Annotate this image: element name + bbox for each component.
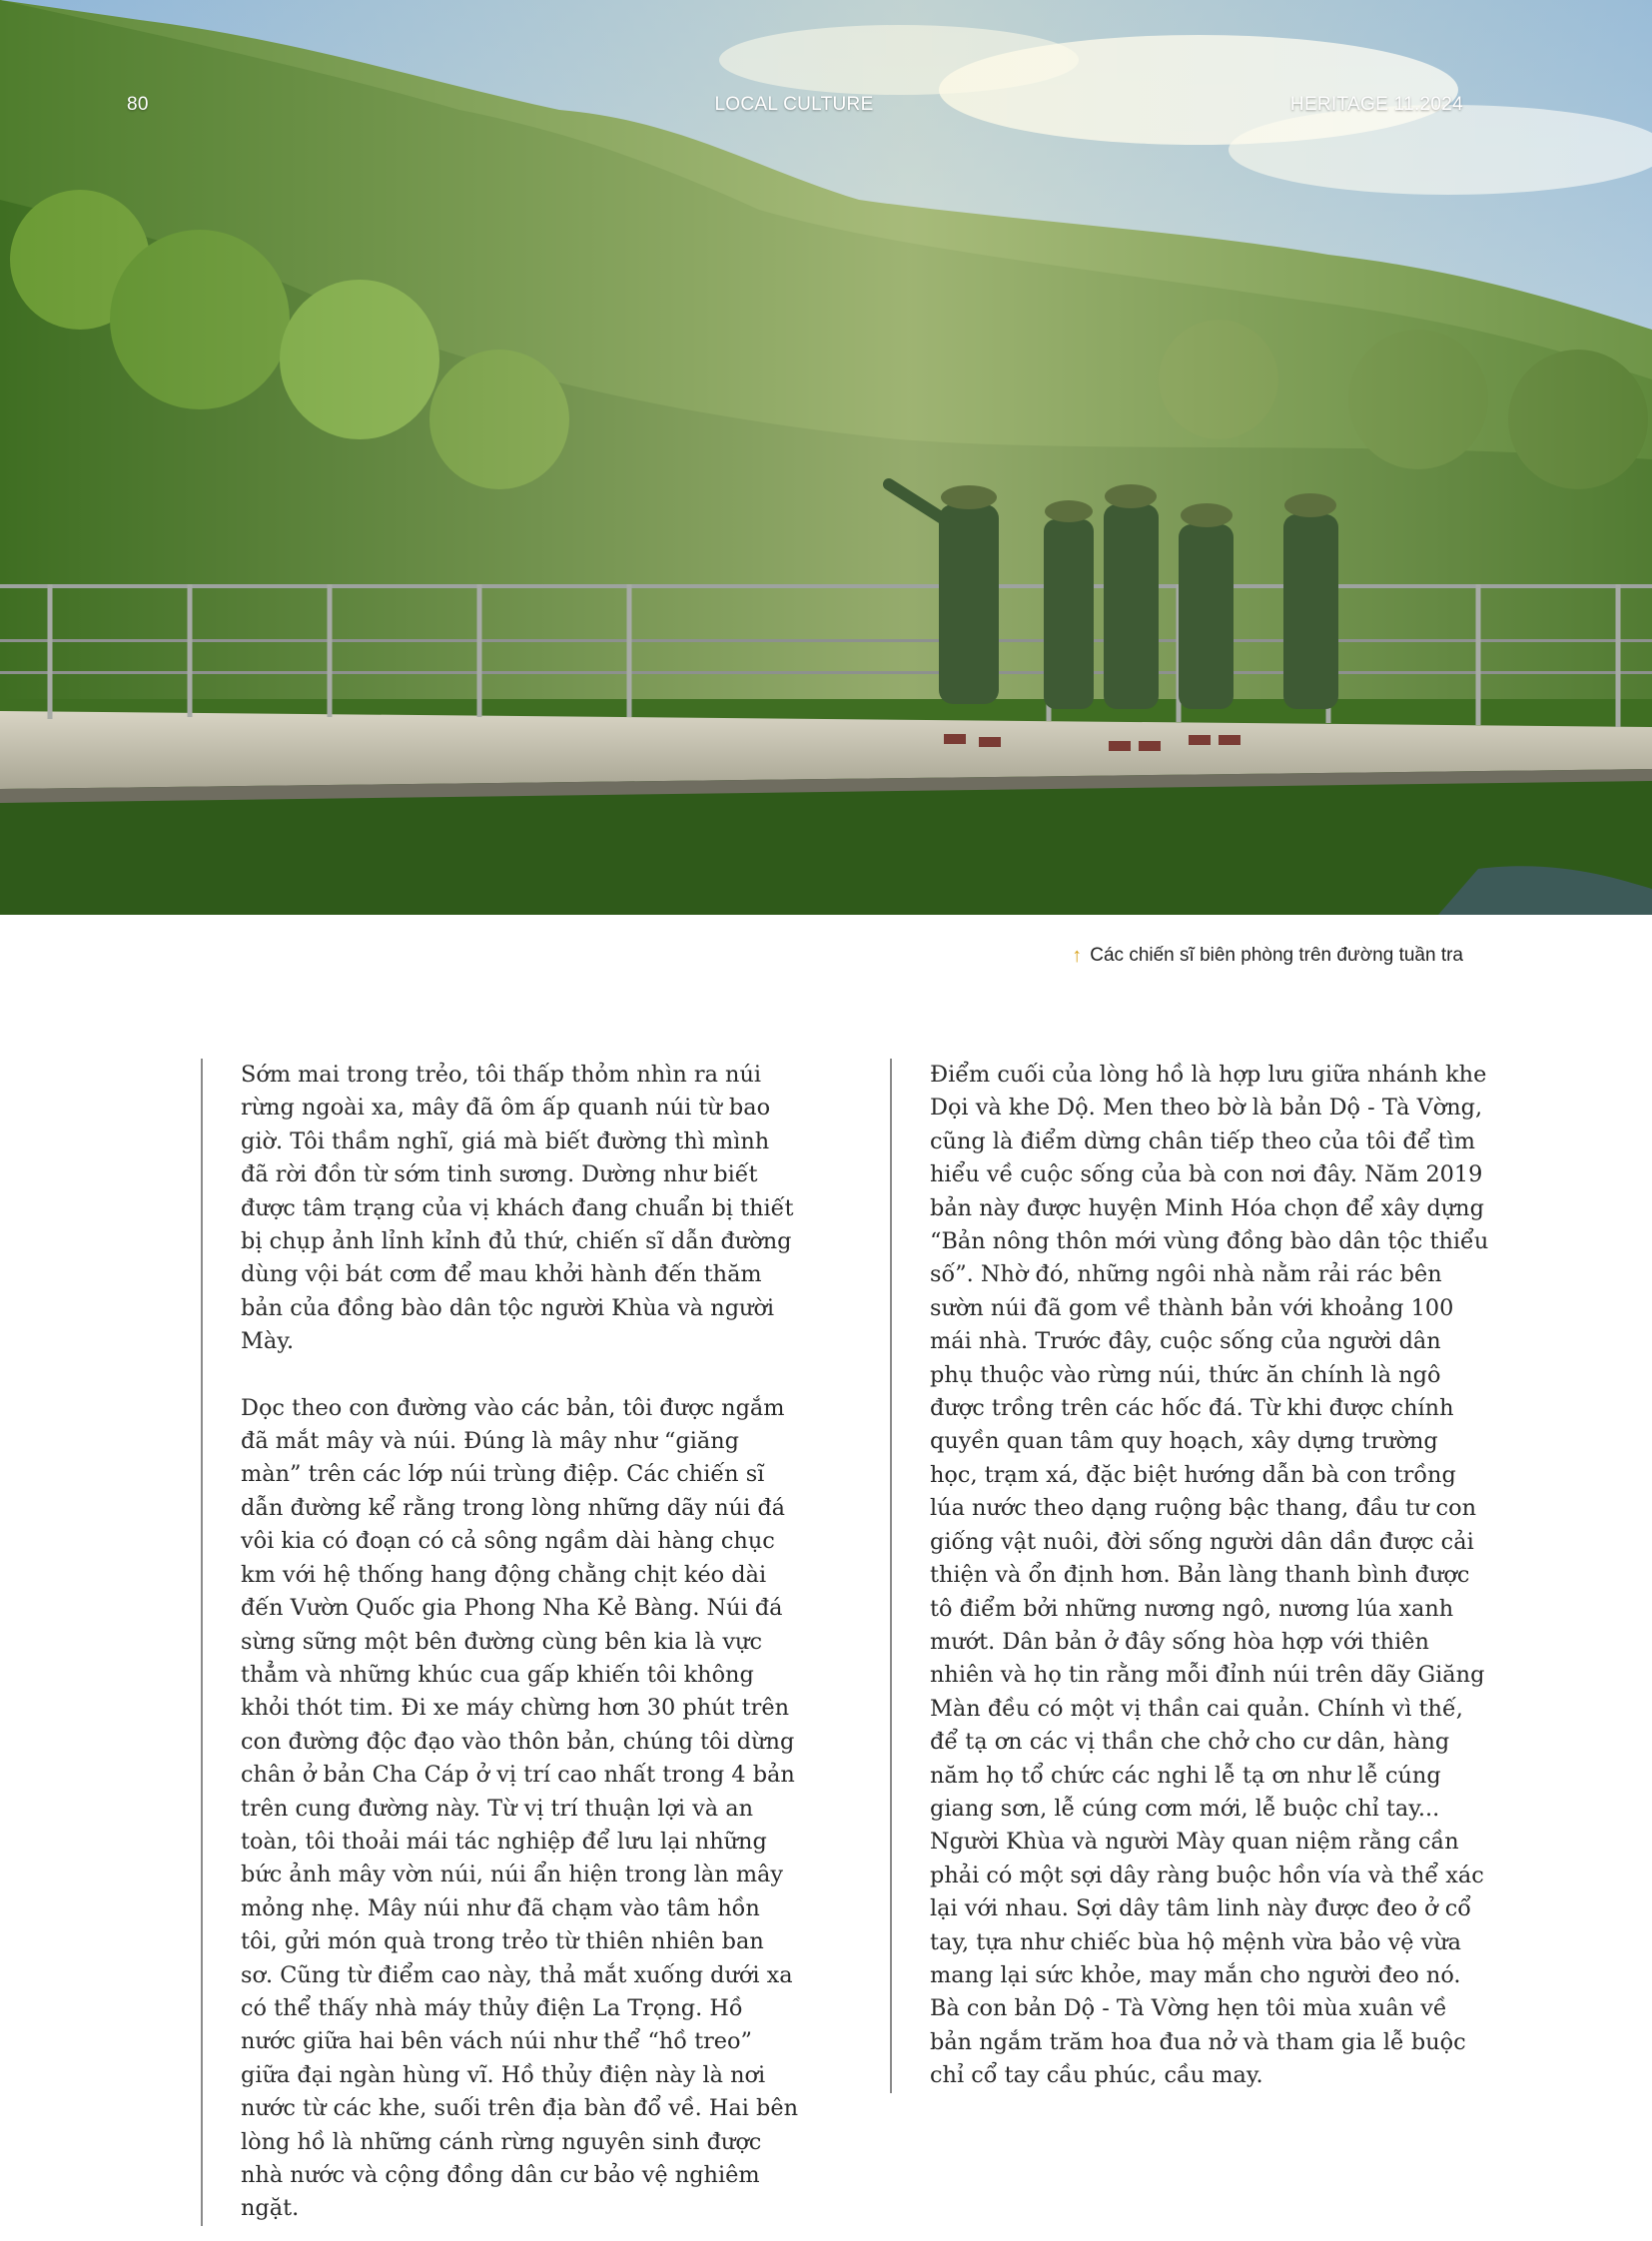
article-column-left xyxy=(201,1059,800,2226)
page-number: 80 xyxy=(127,94,149,115)
page-header xyxy=(0,94,1652,124)
arrow-up-icon: ↑ xyxy=(1072,945,1083,967)
article-column-right xyxy=(890,1059,1489,2093)
caption-text: Các chiến sĩ biên phòng trên đường tuần tra xyxy=(1090,945,1463,966)
border-guards-bridge-illustration xyxy=(0,0,1652,915)
paragraph: Dọc theo con đường vào các bản, tôi được ngắm đã mắt mây và núi. Đúng là mây như “giăng màn” trên các lớp núi trùng điệp. Các chiến sĩ dẫn đường kể rằng trong lòng những dãy núi đá vôi kia có đoạn có cả sông ngầm dài hàng chục km với hệ thống hang động chằng chịt kéo dài đến Vườn Quốc gia Phong Nha Kẻ Bàng. Núi đá sừng sững một bên đường cùng bên kia là vực thẳm và những khúc cua gấp khiến tôi không khỏi thót tim. Đi xe máy chừng hơn 30 phút trên con đường độc đạo vào thôn bản, chúng tôi dừng chân ở bản Cha Cáp ở vị trí cao nhất trong 4 bản trên cung đường này. Từ vị trí thuận lợi và an toàn, tôi thoải mái tác nghiệp để lưu lại những bức ảnh mây vờn núi, núi ẩn hiện trong làn mây mỏng nhẹ. Mây núi như đã chạm vào tâm hồn tôi, gửi món quà trong trẻo từ thiên nhiên ban sơ. Cũng từ điểm cao này, thả mắt xuống dưới xa có thể thấy nhà máy thủy điện La Trọng. Hồ nước giữa hai bên vách núi như thể “hồ treo” giữa đại ngàn hùng vĩ. Hồ thủy điện này là nơi nước từ các khe, suối trên địa bàn đổ về. Hai bên lòng hồ là những cánh rừng nguyên sinh được nhà nước và cộng đồng dân cư bảo vệ nghiêm ngặt. xyxy=(241,1394,799,2222)
issue-label: HERITAGE 11.2024 xyxy=(1289,94,1463,115)
paragraph: Sớm mai trong trẻo, tôi thấp thỏm nhìn ra núi rừng ngoài xa, mây đã ôm ấp quanh núi từ bao giờ. Tôi thầm nghĩ, giá mà biết đường thì mình đã rời đồn từ sớm tinh sương. Dường như biết được tâm trạng của vị khách đang chuẩn bị thiết bị chụp ảnh lỉnh kỉnh đủ thứ, chiến sĩ dẫn đường dùng vội bát cơm để mau khởi hành đến thăm bản của đồng bào dân tộc người Khùa và người Mày. xyxy=(241,1062,794,1355)
paragraph: Điểm cuối của lòng hồ là hợp lưu giữa nhánh khe Dọi và khe Dộ. Men theo bờ là bản Dộ - Tà Vờng, cũng là điểm dừng chân tiếp theo của tôi để tìm hiểu về cuộc sống của bà con nơi đây. Năm 2019 bản này được huyện Minh Hóa chọn để xây dựng “Bản nông thôn mới vùng đồng bào dân tộc thiểu số”. Nhờ đó, những ngôi nhà nằm rải rác bên sườn núi đã gom về thành bản với khoảng 100 mái nhà. Trước đây, cuộc sống của người dân phụ thuộc vào rừng núi, thức ăn chính là ngô được trồng trên các hốc đá. Từ khi được chính quyền quan tâm quy hoạch, xây dựng trường học, trạm xá, đặc biệt hướng dẫn bà con trồng lúa nước theo dạng ruộng bậc thang, đầu tư con giống vật nuôi, đời sống người dân dần được cải thiện và ổn định hơn. Bản làng thanh bình được tô điểm bởi những nương ngô, nương lúa xanh mướt. Dân bản ở đây sống hòa hợp với thiên nhiên và họ tin rằng mỗi đỉnh núi trên dãy Giăng Màn đều có một vị thần cai quản. Chính vì thế, để tạ ơn các vị thần che chở cho cư dân, hàng năm họ tổ chức các nghi lễ tạ ơn như lễ cúng giang sơn, lễ cúng cơm mới, lễ buộc chỉ tay... Người Khùa và người Mày quan niệm rằng cần phải có một sợi dây ràng buộc hồn vía và thể xác lại với nhau. Sợi dây tâm linh này được đeo ở cổ tay, tựa như chiếc bùa hộ mệnh vừa bảo vệ vừa mang lại sức khỏe, may mắn cho người đeo nó. Bà con bản Dộ - Tà Vờng hẹn tôi mùa xuân về bản ngắm trăm hoa đua nở và tham gia lễ buộc chỉ cổ tay cầu phúc, cầu may. xyxy=(930,1062,1489,2089)
photo-caption xyxy=(1072,945,1463,967)
hero-photo xyxy=(0,0,1652,915)
section-title: LOCAL CULTURE xyxy=(714,94,874,115)
